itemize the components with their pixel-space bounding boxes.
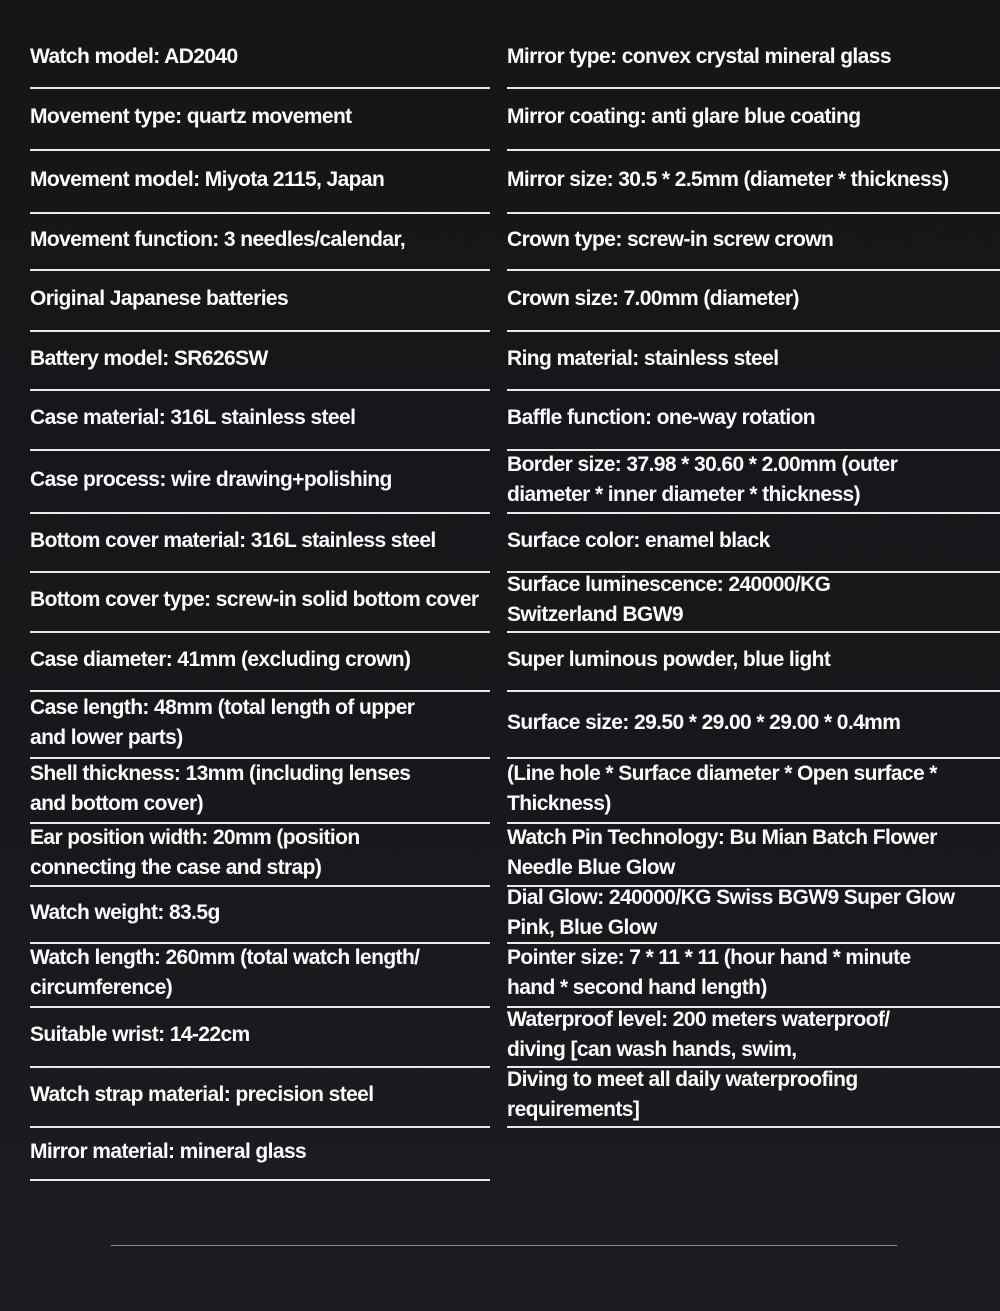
spec-row-right-14 xyxy=(507,821,984,884)
spec-text: Dial Glow: 240000/KG Swiss BGW9 Super Glow Pink, Blue Glow xyxy=(507,885,955,939)
spec-row-left-9 xyxy=(30,511,490,570)
spec-row-right-1 xyxy=(507,28,984,86)
spec-text: Mirror type: convex crystal mineral glass xyxy=(507,45,891,68)
spec-text: Border size: 37.98 * 30.60 * 2.00mm (outer diameter * inner diameter * thickness) xyxy=(507,452,898,506)
spec-text: Crown type: screw-in screw crown xyxy=(507,227,834,251)
spec-row-right-16 xyxy=(507,941,984,1005)
spec-text: Battery model: SR626SW xyxy=(30,346,268,370)
spec-text: Suitable wrist: 14-22cm xyxy=(30,1023,250,1046)
spec-text: Pointer size: 7 * 11 * 11 (hour hand * minute hand * second hand length) xyxy=(507,946,911,999)
spec-text: Movement function: 3 needles/calendar, xyxy=(30,227,406,251)
spec-text: Case length: 48mm (total length of upper and lower parts) xyxy=(30,695,415,749)
spec-row-right-17 xyxy=(507,1005,984,1065)
footer-divider xyxy=(111,1245,897,1246)
spec-text: Case material: 316L stainless steel xyxy=(30,406,356,429)
spec-row-right-10 xyxy=(507,570,984,630)
spec-text: Mirror material: mineral glass xyxy=(30,1139,307,1163)
spec-row-left-16 xyxy=(30,941,490,1005)
spec-text: Original Japanese batteries xyxy=(30,286,289,310)
spec-text: Watch length: 260mm (total watch length/ circumference) xyxy=(30,946,420,999)
spec-row-right-3 xyxy=(507,148,984,211)
spec-row-left-3 xyxy=(30,148,490,211)
spec-row-left-5 xyxy=(30,268,490,329)
spec-row-left-10 xyxy=(30,570,490,630)
spec-row-right-18 xyxy=(507,1065,984,1125)
spec-row-left-4 xyxy=(30,211,490,268)
spec-row-left-15 xyxy=(30,884,490,941)
spec-text: Surface size: 29.50 * 29.00 * 29.00 * 0.4mm xyxy=(507,710,901,734)
spec-row-left-11 xyxy=(30,630,490,689)
spec-text: Crown size: 7.00mm (diameter) xyxy=(507,286,799,310)
spec-row-right-2 xyxy=(507,86,984,148)
row-divider xyxy=(507,1126,1000,1128)
spec-row-left-6 xyxy=(30,329,490,388)
spec-row-left-1 xyxy=(30,28,490,86)
spec-text: Waterproof level: 200 meters waterproof/ diving [can wash hands, swim, xyxy=(507,1008,890,1061)
spec-row-right-5 xyxy=(507,268,984,329)
spec-text: Watch weight: 83.5g xyxy=(30,900,220,924)
spec-row-left-17 xyxy=(30,1005,490,1065)
spec-text: Case process: wire drawing+polishing xyxy=(30,467,392,491)
spec-text: Ear position width: 20mm (position connecting the case and strap) xyxy=(30,825,360,879)
row-divider xyxy=(30,1179,490,1181)
spec-text: Watch strap material: precision steel xyxy=(30,1083,374,1106)
spec-row-right-6 xyxy=(507,329,984,388)
spec-row-left-19 xyxy=(30,1125,490,1178)
spec-text: Surface luminescence: 240000/KG Switzerland BGW9 xyxy=(507,573,831,626)
spec-text: Bottom cover material: 316L stainless steel xyxy=(30,528,436,552)
spec-text: (Line hole * Surface diameter * Open surface * Thickness) xyxy=(507,761,937,815)
spec-row-left-13 xyxy=(30,756,490,821)
spec-text: Bottom cover type: screw-in solid bottom cover xyxy=(30,588,479,611)
spec-row-right-15 xyxy=(507,884,984,941)
spec-row-left-12 xyxy=(30,689,490,756)
spec-text: Movement type: quartz movement xyxy=(30,105,352,128)
spec-text: Super luminous powder, blue light xyxy=(507,647,831,671)
spec-text: Movement model: Miyota 2115, Japan xyxy=(30,167,385,191)
spec-row-right-4 xyxy=(507,211,984,268)
spec-row-right-7 xyxy=(507,388,984,448)
spec-row-right-9 xyxy=(507,511,984,570)
spec-text: Watch model: AD2040 xyxy=(30,45,238,68)
spec-text: Case diameter: 41mm (excluding crown) xyxy=(30,647,411,671)
spec-text: Diving to meet all daily waterproofing requirements] xyxy=(507,1068,858,1121)
spec-text: Ring material: stainless steel xyxy=(507,346,779,370)
spec-row-right-12 xyxy=(507,689,984,756)
spec-text: Surface color: enamel black xyxy=(507,528,770,552)
spec-row-left-14 xyxy=(30,821,490,884)
spec-row-left-7 xyxy=(30,388,490,448)
spec-text: Mirror coating: anti glare blue coating xyxy=(507,105,861,128)
spec-text: Baffle function: one-way rotation xyxy=(507,406,816,429)
spec-row-left-2 xyxy=(30,86,490,148)
spec-row-right-8 xyxy=(507,448,984,511)
spec-row-left-18 xyxy=(30,1065,490,1125)
spec-text: Watch Pin Technology: Bu Mian Batch Flower Needle Blue Glow xyxy=(507,825,937,879)
spec-row-right-11 xyxy=(507,630,984,689)
spec-text: Shell thickness: 13mm (including lenses and bottom cover) xyxy=(30,761,411,815)
spec-text: Mirror size: 30.5 * 2.5mm (diameter * thickness) xyxy=(507,167,949,191)
spec-row-right-13 xyxy=(507,756,984,821)
spec-row-left-8 xyxy=(30,448,490,511)
